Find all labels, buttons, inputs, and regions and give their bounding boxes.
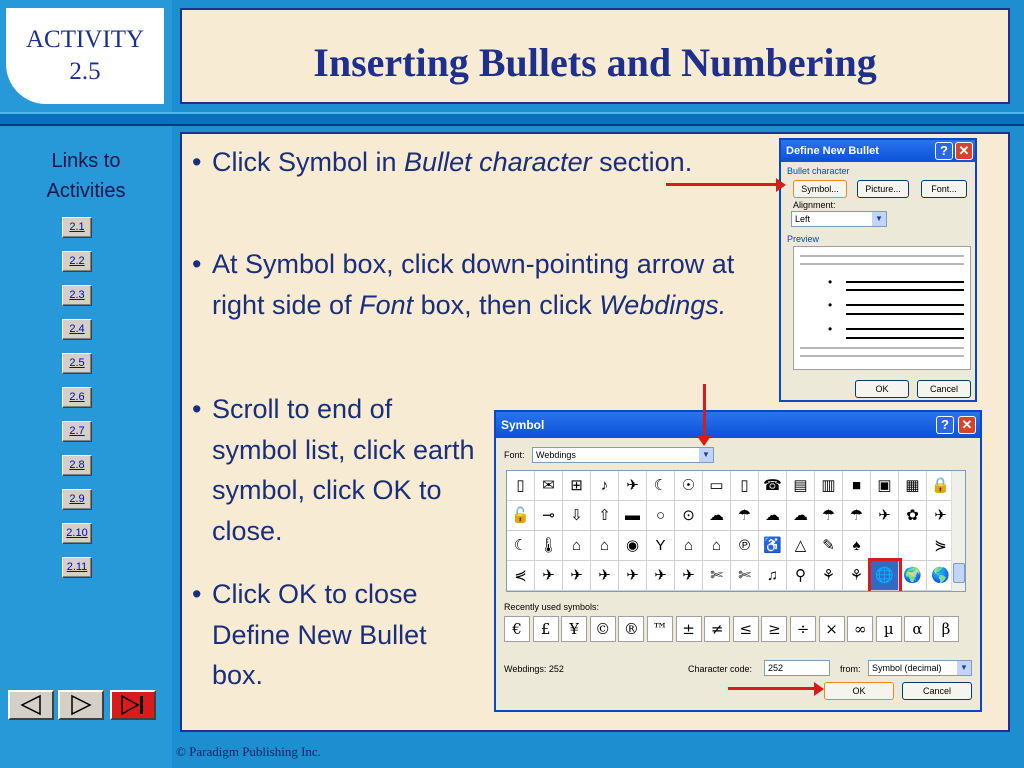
links-title: Links to Activities [46,150,126,202]
character-code-input[interactable]: 252 [764,660,830,676]
recent-symbol-cell[interactable]: ≥ [761,616,787,642]
preview-bullet: • [828,275,833,289]
symbol-cell[interactable]: ✄ [731,561,759,591]
recent-symbol-cell[interactable]: ® [618,616,644,642]
arrowhead-down-icon [697,436,711,446]
link-2-9[interactable]: 2.9 [62,489,92,510]
symbol-cell[interactable]: ✈ [647,561,675,591]
symbol-cell[interactable]: 🔒 [927,471,955,501]
pointer-arrow-font [703,384,706,440]
close-icon[interactable]: ✕ [955,142,973,160]
symbol-cell[interactable]: ✈ [871,501,899,531]
recent-symbol-cell[interactable]: ≤ [733,616,759,642]
end-icon [112,692,154,718]
bullet-dot: • [192,249,202,279]
symbol-cell[interactable]: ✎ [815,531,843,561]
recent-symbol-cell[interactable]: € [504,616,530,642]
symbol-cell[interactable]: ⌂ [675,531,703,561]
recent-symbol-cell[interactable]: ≠ [704,616,730,642]
recent-symbol-cell[interactable]: ± [676,616,702,642]
symbol-cell[interactable]: ✈ [619,471,647,501]
symbol-cell[interactable]: ✈ [927,501,955,531]
bullet-dot: • [192,579,202,609]
recent-symbol-cell[interactable]: α [904,616,930,642]
recent-symbol-cell[interactable]: ÷ [790,616,816,642]
link-2-1[interactable]: 2.1 [62,217,92,238]
earth-symbol-cell[interactable]: 🌐 [871,561,899,591]
preview-bullet: • [828,298,833,312]
preview-bullet: • [828,322,833,336]
symbol-cell[interactable]: ▯ [507,471,535,501]
symbol-cell[interactable]: ⋟ [927,531,955,561]
symbol-cell[interactable]: ✈ [619,561,647,591]
symbol-cell[interactable]: ☂ [843,501,871,531]
symbol-cell[interactable]: ▤ [787,471,815,501]
symbol-cell[interactable]: ✄ [703,561,731,591]
recent-symbol-cell[interactable]: £ [533,616,559,642]
status-font-name: Webdings: 252 [504,664,564,674]
symbol-cell[interactable]: ▯ [731,471,759,501]
bullet-dot: • [192,147,202,177]
link-2-6[interactable]: 2.6 [62,387,92,408]
symbol-cell[interactable]: ⚘ [815,561,843,591]
link-2-8[interactable]: 2.8 [62,455,92,476]
chevron-down-icon: ▼ [699,448,713,462]
symbol-cell[interactable]: ✈ [535,561,563,591]
symbol-cell[interactable]: ✈ [563,561,591,591]
symbol-grid[interactable] [506,470,966,592]
font-select[interactable]: Webdings ▼ [532,447,714,463]
symbol-cell[interactable]: △ [787,531,815,561]
preview-label: Preview [787,234,820,244]
character-code-label: Character code: [688,664,753,674]
symbol-cell[interactable]: Y [647,531,675,561]
cancel-button[interactable]: Cancel [917,380,971,398]
pointer-arrow-ok [728,687,820,690]
symbol-cell[interactable]: ▥ [815,471,843,501]
symbol-cell[interactable]: ◉ [619,531,647,561]
bullet-dot: • [192,394,202,424]
next-slide-button[interactable] [58,690,104,720]
alignment-label: Alignment: [793,200,836,210]
title-panel [180,8,1010,104]
symbol-cell[interactable]: ⇩ [563,501,591,531]
symbol-cell[interactable]: ⌂ [563,531,591,561]
symbol-cell[interactable]: ▬ [619,501,647,531]
symbol-cell[interactable]: ▣ [871,471,899,501]
symbol-cell[interactable]: ♠ [843,531,871,561]
symbol-cell[interactable]: 🔓 [507,501,535,531]
symbol-scrollbar[interactable] [951,471,965,591]
symbol-cell[interactable]: ✈ [591,561,619,591]
link-2-4[interactable]: 2.4 [62,319,92,340]
symbol-cell[interactable]: ⊞ [563,471,591,501]
link-2-2[interactable]: 2.2 [62,251,92,272]
symbol-cell[interactable]: ☎ [759,471,787,501]
symbol-cell[interactable]: ✉ [535,471,563,501]
recent-symbols-row [504,616,964,646]
symbol-cell[interactable]: ℗ [731,531,759,561]
recent-symbol-cell[interactable]: © [590,616,616,642]
alignment-select[interactable]: Left ▼ [791,211,887,227]
symbol-cell[interactable]: ☁ [703,501,731,531]
link-2-7[interactable]: 2.7 [62,421,92,442]
symbol-cell[interactable]: 🌡 [535,531,563,561]
link-2-10[interactable]: 2.10 [62,523,92,544]
symbol-cell[interactable]: ☉ [675,471,703,501]
symbol-cell[interactable]: ■ [843,471,871,501]
symbol-cell[interactable]: ☂ [815,501,843,531]
chevron-down-icon: ▼ [957,661,971,675]
bullet-preview [793,246,971,370]
bullet-character-label: Bullet character [787,166,850,176]
symbol-cell[interactable]: ☾ [647,471,675,501]
symbol-cell[interactable]: ♿ [759,531,787,561]
symbol-cell[interactable]: ♫ [759,561,787,591]
triangle-right-icon [60,692,102,718]
link-2-11[interactable]: 2.11 [62,557,92,578]
symbol-cell[interactable]: ▦ [899,471,927,501]
symbol-cell[interactable]: ⊙ [675,501,703,531]
dialog-titlebar: Define New Bullet [781,140,975,162]
symbol-cell[interactable]: ⊸ [535,501,563,531]
symbol-button[interactable]: Symbol... [793,180,847,198]
page-title: Inserting Bullets and Numbering [313,40,877,85]
ok-button[interactable]: OK [824,682,894,700]
divider-band [0,112,1024,126]
font-label: Font: [504,450,525,460]
recent-symbol-cell[interactable]: × [819,616,845,642]
cancel-button[interactable]: Cancel [902,682,972,700]
recent-symbol-cell[interactable]: ™ [647,616,673,642]
symbol-cell[interactable]: 🌍 [899,561,927,591]
symbol-cell[interactable]: ☁ [759,501,787,531]
symbol-cell[interactable]: ✿ [899,501,927,531]
symbol-cell[interactable]: ☂ [731,501,759,531]
picture-button[interactable]: Picture... [857,180,909,198]
symbol-cell[interactable]: ♪ [591,471,619,501]
content-panel: • Click Symbol in Bullet character section. • At Symbol box, click down-pointing arrow at right side of Font box, then click Webdings. • Scroll to end of symbol list, click earth symbol, click OK to close. • Click OK to close Define New Bullet box. [180,132,1010,732]
activity-number: 2.5 [69,58,101,85]
scrollbar-thumb[interactable] [953,563,965,583]
pointer-arrow-symbol [666,183,782,186]
symbol-cell[interactable]: ✈ [675,561,703,591]
symbol-cell[interactable] [871,531,899,561]
close-icon[interactable]: ✕ [958,416,976,434]
symbol-cell[interactable]: ○ [647,501,675,531]
link-2-3[interactable]: 2.3 [62,285,92,306]
recent-symbols-label: Recently used symbols: [504,602,600,612]
recent-symbol-cell[interactable]: ∞ [847,616,873,642]
recent-symbol-cell[interactable]: µ [876,616,902,642]
symbol-cell[interactable] [899,531,927,561]
symbol-cell[interactable]: ⇧ [591,501,619,531]
symbol-cell[interactable]: ☾ [507,531,535,561]
copyright-footer: © Paradigm Publishing Inc. [176,744,321,759]
help-icon[interactable]: ? [935,142,953,160]
font-button[interactable]: Font... [921,180,967,198]
from-select[interactable]: Symbol (decimal) ▼ [868,660,972,676]
symbol-cell[interactable]: 🌎 [927,561,955,591]
end-show-button[interactable] [110,690,156,720]
activity-title: ACTIVITY [25,26,145,53]
symbol-cell[interactable]: ▭ [703,471,731,501]
previous-slide-button[interactable] [8,690,54,720]
arrowhead-right-icon [814,682,824,696]
define-bullet-dialog [779,138,977,402]
symbol-cell[interactable]: ⌂ [591,531,619,561]
symbol-cell[interactable]: ☁ [787,501,815,531]
help-icon[interactable]: ? [936,416,954,434]
symbol-cell[interactable]: ⚲ [787,561,815,591]
link-2-5[interactable]: 2.5 [62,353,92,374]
from-label: from: [840,664,861,674]
chevron-down-icon: ▼ [872,212,886,226]
symbol-dialog [494,410,982,712]
recent-symbol-cell[interactable]: β [933,616,959,642]
ok-button[interactable]: OK [855,380,909,398]
dialog-titlebar: Symbol [496,412,980,438]
triangle-left-icon [10,692,52,718]
arrowhead-right-icon [776,178,786,192]
symbol-cell[interactable]: ⚘ [843,561,871,591]
symbol-cell[interactable]: ⌂ [703,531,731,561]
symbol-cell[interactable]: ⋞ [507,561,535,591]
recent-symbol-cell[interactable]: ¥ [561,616,587,642]
activity-label [6,8,164,104]
